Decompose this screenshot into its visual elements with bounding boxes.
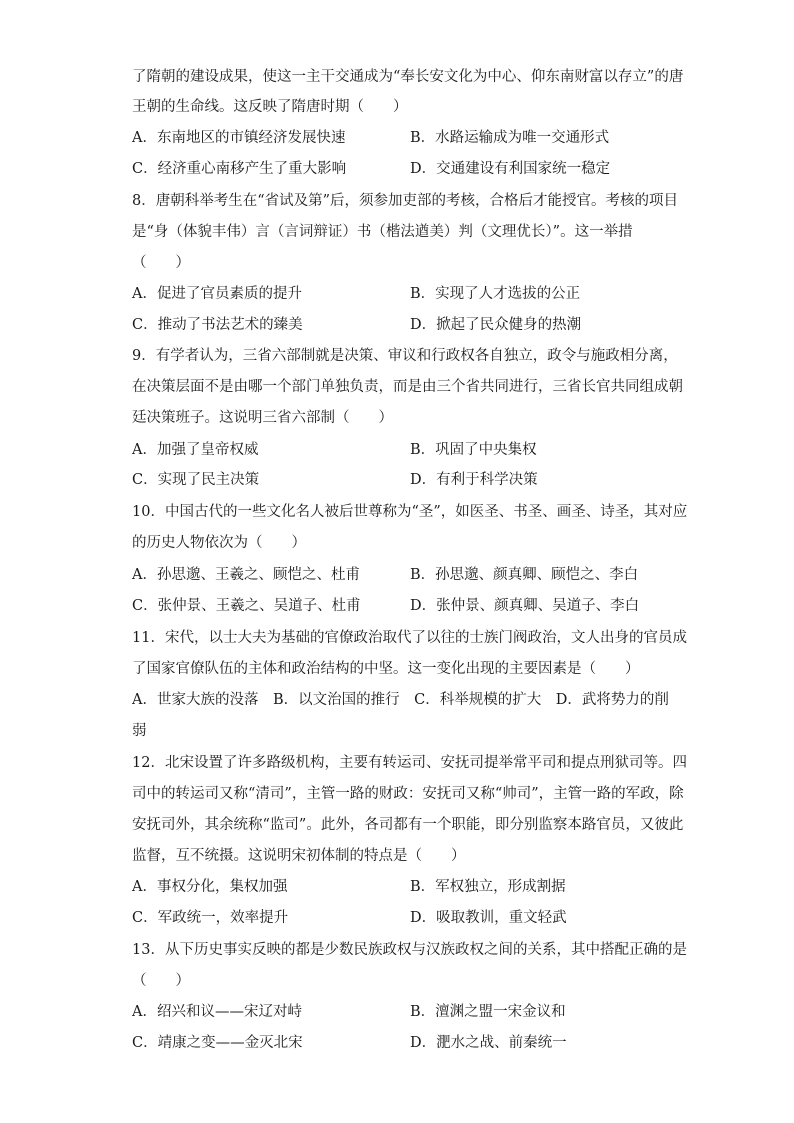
option-a: A．促进了官员素质的提升 <box>132 286 302 302</box>
question-10-text: 10．中国古代的一些文化名人被后世尊称为“圣”，如医圣、书圣、画圣、诗圣，其对应 <box>132 504 688 520</box>
question-12-text: 12．北宋设置了许多路级机构，主要有转运司、安抚司提举常平司和提点刑狱司等。四 <box>132 755 687 771</box>
question-8-text: 是“身（体貌丰伟）言（言词辩证）书（楷法遒美）判（文理优长）”。这一举措 <box>132 224 633 240</box>
option-c: C．实现了民主决策 <box>132 472 260 488</box>
option-c: C．经济重心南移产生了重大影响 <box>132 161 347 177</box>
option-a: A．东南地区的市镇经济发展快速 <box>132 130 346 146</box>
option-b: B．巩固了中央集权 <box>410 442 537 458</box>
option-b: B．军权独立，形成割据 <box>410 879 566 895</box>
option-c: C．靖康之变——金灭北宋 <box>132 1035 303 1051</box>
option-b: B．实现了人才选拔的公正 <box>410 286 581 302</box>
question-9-text: 9．有学者认为，三省六部制就是决策、审议和行政权各自独立，政令与施政相分离， <box>132 348 678 364</box>
question-11-options-wrap: 弱 <box>132 723 147 739</box>
option-d: D．掀起了民众健身的热潮 <box>410 317 582 333</box>
question-12-text: 安抚司外，其余统称“监司”。此外，各司都有一个职能，即分别监察本路官员，又彼此 <box>132 817 684 833</box>
option-d: D．有利于科学决策 <box>410 472 538 488</box>
option-c: C．军政统一，效率提升 <box>132 910 289 926</box>
answer-blank: （ ） <box>132 973 190 989</box>
option-d: D．交通建设有利国家统一稳定 <box>410 161 611 177</box>
option-b: B．水路运输成为唯一交通形式 <box>410 130 610 146</box>
question-11-options: A．世家大族的没落 B．以文治国的推行 C．科举规模的扩大 D．武将势力的削 <box>132 692 669 708</box>
option-d: D．淝水之战、前秦统一 <box>410 1035 567 1051</box>
question-12-text: 监督，互不统摄。这说明宋初体制的特点是（ ） <box>132 848 466 864</box>
answer-blank: （ ） <box>132 255 190 271</box>
question-11-text: 了国家官僚队伍的主体和政治结构的中坚。这一变化出现的主要因素是（ ） <box>132 661 640 677</box>
question-12-text: 司中的转运司又称“清司”，主管一路的财政：安抚司又称“帅司”，主管一路的军政，除 <box>132 786 684 802</box>
option-a: A．加强了皇帝权威 <box>132 442 259 458</box>
question-10-text: 的历史人物依次为（ ） <box>132 535 306 551</box>
question-13-text: 13．从下历史事实反映的都是少数民族政权与汉族政权之间的关系，其中搭配正确的是 <box>132 942 687 958</box>
question-8-text: 8．唐朝科举考生在“省试及第”后，须参加吏部的考核，合格后才能授官。考核的项目 <box>132 193 679 209</box>
question-text-line: 王朝的生命线。这反映了隋唐时期（ ） <box>132 99 408 115</box>
question-9-text: 廷决策班子。这说明三省六部制（ ） <box>132 410 393 426</box>
option-a: A．孙思邈、王羲之、顾恺之、杜甫 <box>132 567 360 583</box>
option-d: D．吸取教训，重文轻武 <box>410 910 567 926</box>
option-c: C．张仲景、王羲之、吴道子、杜甫 <box>132 598 361 614</box>
option-a: A．事权分化，集权加强 <box>132 879 288 895</box>
option-a: A．绍兴和议——宋辽对峙 <box>132 1004 302 1020</box>
option-b: B．澶渊之盟一宋金议和 <box>410 1004 566 1020</box>
option-b: B．孙思邈、颜真卿、顾恺之、李白 <box>410 567 639 583</box>
question-text-line: 了隋朝的建设成果，使这一主干交通成为“奉长安文化为中心、仰东南财富以存立”的唐 <box>132 69 684 85</box>
question-11-text: 11．宋代，以士大夫为基础的官僚政治取代了以往的士族门阀政治，文人出身的官员成 <box>132 630 687 646</box>
question-9-text: 在决策层面不是由哪一个部门单独负责，而是由三个省共同进行，三省长官共同组成朝 <box>132 379 683 395</box>
option-d: D．张仲景、颜真卿、吴道子、李白 <box>410 598 640 614</box>
option-c: C．推动了书法艺术的臻美 <box>132 317 303 333</box>
